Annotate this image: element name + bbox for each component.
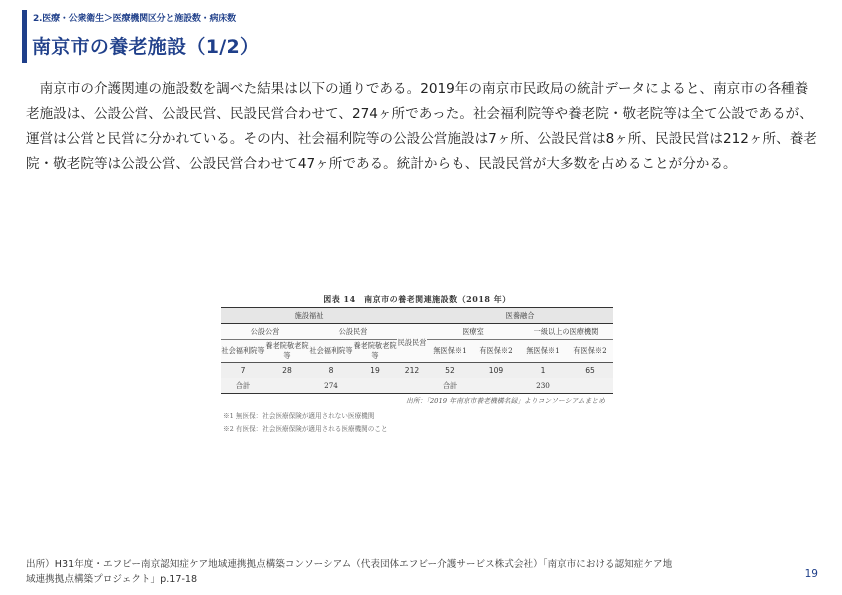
figure-caption: 図表 14 南京市の養老関連施設数（2018 年） [323, 294, 511, 304]
col-header-ichiji: 一級以上の医療機関 [519, 324, 613, 340]
sub-header-muiho: 無医保※1 [427, 340, 473, 363]
group-header-medical-care: 医養融合 [427, 308, 613, 324]
total-value-right: 230 [473, 378, 613, 394]
title-accent-bar [22, 10, 27, 63]
figure-note-2: ※2 有医保：社会医療保険が適用される医療機関のこと [223, 425, 388, 433]
sub-header-muiho: 無医保※1 [519, 340, 567, 363]
sub-header-yuiho: 有医保※2 [473, 340, 519, 363]
table-group-row [221, 308, 613, 324]
sub-header-shakai: 社会福利院等 [221, 340, 265, 363]
sub-header-shakai: 社会福利院等 [309, 340, 353, 363]
footer-source [26, 557, 786, 587]
table-cell: 19 [353, 363, 397, 379]
footer-source-line: 出所）H31年度・エフビー南京認知症ケア地域連携拠点構築コンソーシアム（代表団体エフビー介護サービス株式会社）「南京市における認知症ケア地 [26, 559, 673, 570]
facility-figure [221, 291, 613, 461]
table-cell: 65 [567, 363, 613, 379]
figure-source: 出所：「2019 年南京市養老機構名録」よりコンソーシアムまとめ [406, 397, 605, 405]
col-header-minsetsu: 民設民営 [397, 324, 427, 363]
facility-table [221, 307, 613, 394]
sub-header-rojin: 養老院敬老院等 [265, 340, 309, 363]
col-header-kouei: 公設公営 [221, 324, 309, 340]
table-cell: 52 [427, 363, 473, 379]
total-value-left: 274 [265, 378, 397, 394]
table-cell: 212 [397, 363, 427, 379]
table-cell: 1 [519, 363, 567, 379]
table-cell: 109 [473, 363, 519, 379]
sub-header-yuiho: 有医保※2 [567, 340, 613, 363]
page-number: 19 [804, 568, 818, 580]
col-header-kousetsu-minei: 公設民営 [309, 324, 397, 340]
table-cell: 7 [221, 363, 265, 379]
table-values-row [221, 363, 613, 379]
col-header-iryoushitsu: 医療室 [427, 324, 519, 340]
figure-note-1: ※1 無医保：社会医療保険が適用されない医療機関 [223, 412, 375, 420]
total-label-right: 合計 [427, 378, 473, 394]
total-label-left: 合計 [221, 378, 265, 394]
footer-source-line: 域連携拠点構築プロジェクト」p.17-18 [26, 574, 198, 585]
table-header-row [221, 324, 613, 340]
table-total-row [221, 378, 613, 394]
breadcrumb: 2.医療・公衆衛生＞医療機関区分と施設数・病床数 [33, 14, 236, 24]
page-title: 南京市の養老施設（1/2） [32, 36, 260, 58]
table-cell: 8 [309, 363, 353, 379]
table-cell: 28 [265, 363, 309, 379]
sub-header-rojin: 養老院敬老院等 [353, 340, 397, 363]
body-paragraph: 南京市の介護関連の施設数を調べた結果は以下の通りである。2019年の南京市民政局の統計データによると、南京市の各種養老施設は、公設公営、公設民営、民設民営合わせて、274ヶ所であった。社会福利院等や養老院・敬老院等は全て公設であるが、運営は公営と民営に分かれている。その内、社会福利院等の公設公営施設は7ヶ所、公設民営は8ヶ所、民設民営は212ヶ所、養老院・敬老院等は公設公営、公設民営合わせて47ヶ所である。統計からも、民設民営が大多数を占めることが分かる。 [26, 81, 817, 172]
group-header-facility-welfare: 施設福祉 [221, 308, 397, 324]
